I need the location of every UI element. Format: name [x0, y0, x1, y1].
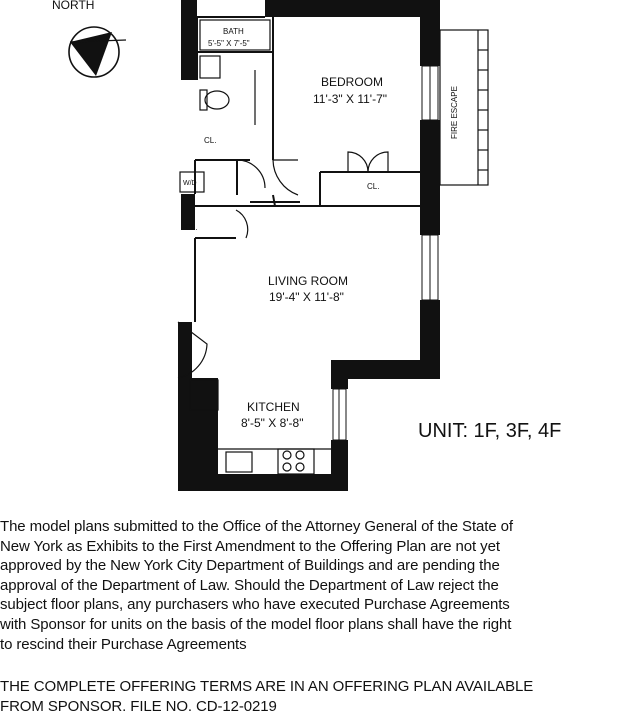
closet-label: CL.: [367, 182, 380, 191]
exterior-walls: [178, 0, 440, 491]
kitchen-fixtures: [218, 449, 331, 474]
compass-icon: [69, 27, 126, 77]
svg-text:W/D: W/D: [183, 180, 197, 187]
kitchen-dims: 8'-5" X 8'-8": [241, 416, 304, 430]
disclaimer-text: The model plans submitted to the Office of the Attorney General of the State of New York as Exhibits to the First Amendment to the Offering Plan are not yet approved by the New York City Department of Buildings and are pending the approval of the Department of Law. Should the Department of Law reject the subject floor plans, any purchasers who have executed Purchase Agreements with Sponsor for units on the basis of the model floor plans shall have the right to rescind their Purchase Agreements: [0, 518, 513, 653]
closet-label: CL.: [204, 136, 217, 145]
offering-terms-text: THE COMPLETE OFFERING TERMS ARE IN AN OFFERING PLAN AVAILABLE FROM SPONSOR. FILE NO. CD-12-0219: [0, 678, 534, 715]
bath-name: BATH: [223, 27, 244, 36]
closet-label: CL.: [185, 223, 198, 232]
fire-escape: [440, 30, 488, 185]
kitchen-name: KITCHEN: [247, 400, 300, 414]
living-room-name: LIVING ROOM: [268, 274, 349, 288]
bedroom-dims: 11'-3" X 11'-7": [313, 92, 388, 106]
bath-dims: 5'-5" X 7'-5": [208, 39, 250, 48]
compass-label: NORTH: [52, 0, 95, 12]
washer-dryer: [180, 172, 204, 192]
bedroom-name: BEDROOM: [321, 75, 384, 89]
unit-label: UNIT: 1F, 3F, 4F: [418, 420, 562, 442]
living-room-dims: 19'-4" X 11'-8": [269, 290, 344, 304]
fire-escape-label: FIRE ESCAPE: [450, 86, 459, 139]
